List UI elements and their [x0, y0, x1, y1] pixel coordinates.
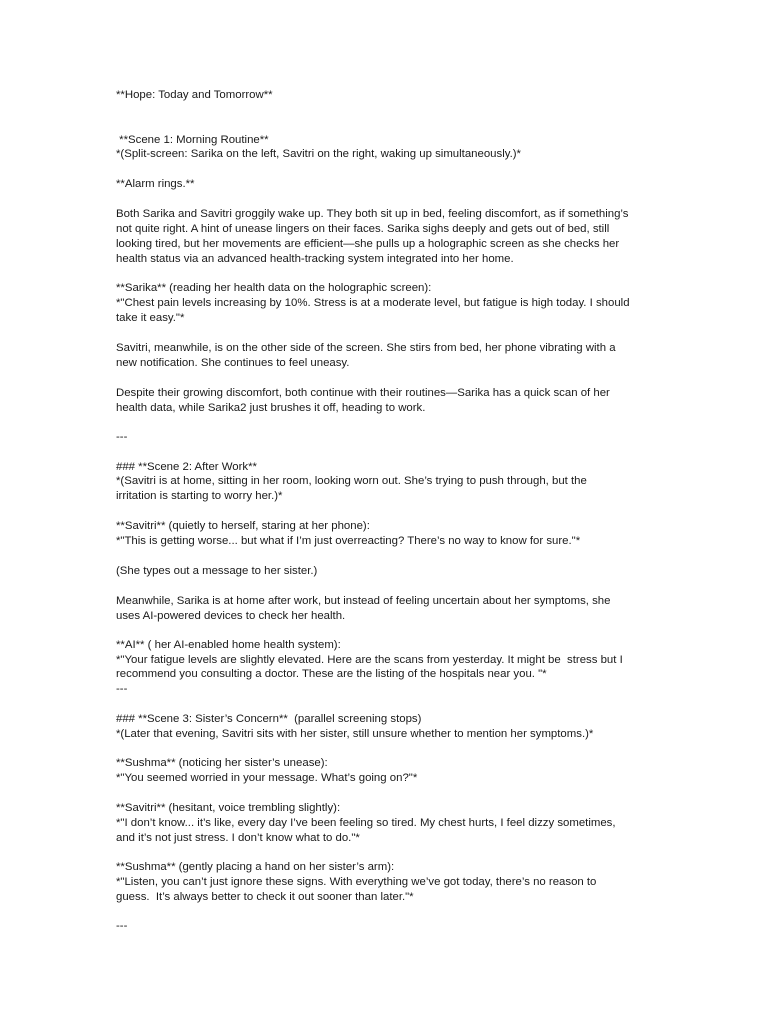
stage-direction: *(Split-screen: Sarika on the left, Savitri on the right, waking up simultaneously.)* — [116, 148, 521, 160]
speaker-line: **Sushma** (gently placing a hand on her sister’s arm): — [116, 861, 395, 873]
dialogue-line: *"I don’t know... it’s like, every day I’ve been feeling so tired. My chest hurts, I feel dizzy sometimes, — [116, 817, 616, 829]
dialogue-line: and it’s not just stress. I don’t know what to do."* — [116, 832, 360, 844]
paragraph-line: health data, while Sarika2 just brushes it off, heading to work. — [116, 402, 426, 414]
separator: --- — [116, 920, 128, 932]
speaker-line: **Savitri** (hesitant, voice trembling slightly): — [116, 802, 341, 814]
dialogue-line: *"Chest pain levels increasing by 10%. Stress is at a moderate level, but fatigue is high today. I should — [116, 297, 630, 309]
paragraph-line: Savitri, meanwhile, is on the other side of the screen. She stirs from bed, her phone vibrating with a — [116, 342, 616, 354]
paragraph-line: not quite right. A hint of unease lingers on their faces. Sarika sighs deeply and gets out of bed, still — [116, 223, 610, 235]
paragraph-line: uses AI-powered devices to check her health. — [116, 610, 346, 622]
paragraph-line: Both Sarika and Savitri groggily wake up. They both sit up in bed, feeling discomfort, as if something’s — [116, 208, 629, 220]
stage-direction: *(Later that evening, Savitri sits with her sister, still unsure whether to mention her symptoms.)* — [116, 728, 594, 740]
dialogue-line: take it easy."* — [116, 312, 185, 324]
paragraph-line: (She types out a message to her sister.) — [116, 565, 318, 577]
dialogue-line: *"Listen, you can’t just ignore these signs. With everything we’ve got today, there’s no reason to — [116, 876, 597, 888]
paragraph-line: new notification. She continues to feel uneasy. — [116, 357, 350, 369]
stage-direction: irritation is starting to worry her.)* — [116, 490, 283, 502]
scene-1-heading: **Scene 1: Morning Routine** — [116, 134, 269, 146]
scene-2-heading: ### **Scene 2: After Work** — [116, 461, 257, 473]
speaker-line: **Savitri** (quietly to herself, staring at her phone): — [116, 520, 370, 532]
separator: --- — [116, 683, 128, 695]
speaker-line: **Sushma** (noticing her sister’s unease): — [116, 757, 328, 769]
dialogue-line: *"This is getting worse... but what if I’m just overreacting? There’s no way to know for sure."* — [116, 535, 581, 547]
separator: --- — [116, 431, 128, 443]
document-title: **Hope: Today and Tomorrow** — [116, 89, 273, 101]
dialogue-line: recommend you consulting a doctor. These are the listing of the hospitals near you. "* — [116, 668, 547, 680]
dialogue-line: guess. It’s always better to check it out sooner than later."* — [116, 891, 414, 903]
alarm-line: **Alarm rings.** — [116, 178, 195, 190]
speaker-line: **Sarika** (reading her health data on the holographic screen): — [116, 282, 432, 294]
paragraph-line: Despite their growing discomfort, both continue with their routines—Sarika has a quick scan of her — [116, 387, 610, 399]
scene-3-heading: ### **Scene 3: Sister’s Concern** (parallel screening stops) — [116, 713, 422, 725]
paragraph-line: health status via an advanced health-tracking system integrated into her home. — [116, 253, 514, 265]
stage-direction: *(Savitri is at home, sitting in her room, looking worn out. She’s trying to push through, but the — [116, 475, 587, 487]
paragraph-line: looking tired, but her movements are efficient—she pulls up a holographic screen as she checks her — [116, 238, 620, 250]
paragraph-line: Meanwhile, Sarika is at home after work, but instead of feeling uncertain about her symptoms, she — [116, 595, 611, 607]
speaker-line: **AI** ( her AI-enabled home health system): — [116, 639, 341, 651]
dialogue-line: *"Your fatigue levels are slightly elevated. Here are the scans from yesterday. It might be stress but I — [116, 654, 623, 666]
dialogue-line: *"You seemed worried in your message. What’s going on?"* — [116, 772, 418, 784]
